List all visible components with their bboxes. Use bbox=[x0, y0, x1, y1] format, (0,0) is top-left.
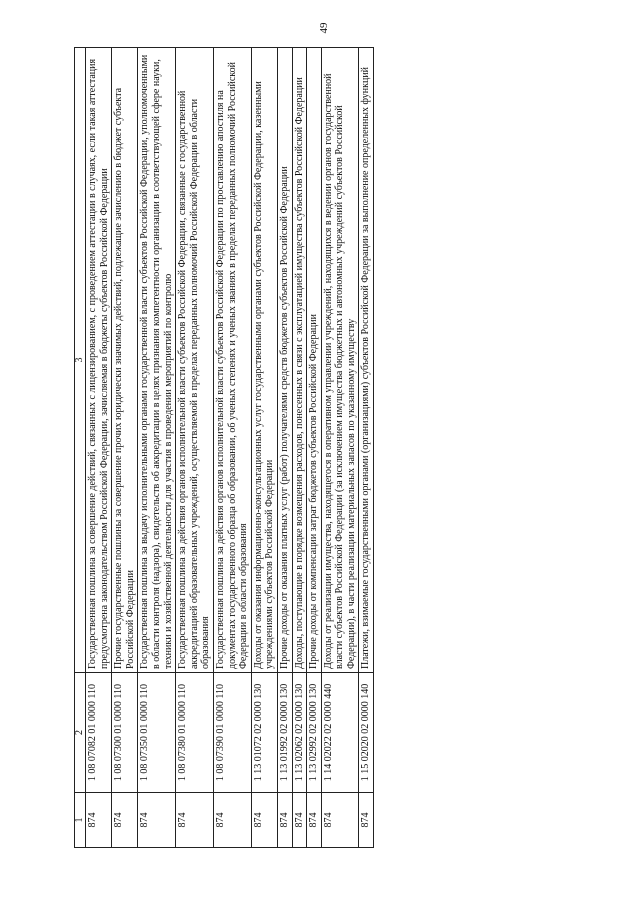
description-cell: Государственная пошлина за выдачу исполнительными органами государственной власти субъектов Российской Федерации, уполномоченными в области контроля (надзора), свидетельств об аккредитации в целях признания компетентности организации в соответствующей сфере науки, техники и хозяйственной деятельности для участия в проведении мероприятий по контролю bbox=[138, 48, 176, 673]
table-row bbox=[213, 48, 251, 848]
description-cell: Прочие доходы от компенсации затрат бюджетов субъектов Российской Федерации bbox=[307, 48, 322, 673]
description-cell: Государственная пошлина за действия органов исполнительной власти субъектов Российской Федерации, связанные с государственной аккредитацией образовательных учреждений, осуществляемой в пределах переданных полномочий Российской Федерации в области образования bbox=[176, 48, 214, 673]
budget-code-cell: 1 08 07380 01 0000 110 bbox=[176, 673, 214, 793]
table-row bbox=[112, 48, 138, 848]
revenue-codes-table bbox=[74, 47, 374, 848]
budget-code-cell: 1 13 01992 02 0000 130 bbox=[277, 673, 292, 793]
admin-code-cell: 874 bbox=[176, 793, 214, 848]
admin-code-cell: 874 bbox=[292, 793, 307, 848]
column-header-3: 3 bbox=[75, 48, 86, 673]
table-row bbox=[277, 48, 292, 848]
column-header-1: 1 bbox=[75, 793, 86, 848]
table-row bbox=[307, 48, 322, 848]
description-cell: Прочие государственные пошлины за совершение прочих юридически значимых действий, подлежащие зачислению в бюджет субъекта Российской Федерации bbox=[112, 48, 138, 673]
description-cell: Доходы от реализации имущества, находящегося в оперативном управлении учреждений, находящихся в ведении органов государственной власти субъектов Российской Федерации (за исключением имущества бюджетных и автономных учреждений субъектов Российской Федерации), в части реализации материальных запасов по указанному имуществу bbox=[321, 48, 359, 673]
admin-code-cell: 874 bbox=[307, 793, 322, 848]
budget-code-cell: 1 15 02020 02 0000 140 bbox=[359, 673, 374, 793]
budget-code-cell: 1 13 02992 02 0000 130 bbox=[307, 673, 322, 793]
table-row bbox=[176, 48, 214, 848]
table-header-row bbox=[75, 48, 86, 848]
table-row bbox=[321, 48, 359, 848]
table-row bbox=[138, 48, 176, 848]
page-number: 49 bbox=[318, 22, 330, 34]
budget-code-cell: 1 08 07082 01 0000 110 bbox=[86, 673, 112, 793]
budget-code-cell: 1 08 07300 01 0000 110 bbox=[112, 673, 138, 793]
description-cell: Государственная пошлина за действия органов исполнительной власти субъектов Российской Федерации по проставлению апостиля на документах государственного образца об образовании, об ученых степенях и ученых званиях в пределах переданных полномочий Российской Федерации в области образования bbox=[213, 48, 251, 673]
budget-code-cell: 1 08 07350 01 0000 110 bbox=[138, 673, 176, 793]
table-row bbox=[292, 48, 307, 848]
description-cell: Прочие доходы от оказания платных услуг (работ) получателями средств бюджетов субъектов Российской Федерации bbox=[277, 48, 292, 673]
table-row bbox=[359, 48, 374, 848]
budget-code-cell: 1 08 07390 01 0000 110 bbox=[213, 673, 251, 793]
admin-code-cell: 874 bbox=[213, 793, 251, 848]
description-cell: Государственная пошлина за совершение действий, связанных с лицензированием, с проведением аттестации в случаях, если такая аттестация предусмотрена законодательством Российской Федерации, зачисляемая в бюджеты субъектов Российской Федерации bbox=[86, 48, 112, 673]
table-body bbox=[86, 48, 374, 848]
admin-code-cell: 874 bbox=[359, 793, 374, 848]
admin-code-cell: 874 bbox=[138, 793, 176, 848]
admin-code-cell: 874 bbox=[86, 793, 112, 848]
budget-code-cell: 1 13 01072 02 0000 130 bbox=[251, 673, 277, 793]
rotated-table-container bbox=[74, 48, 374, 848]
admin-code-cell: 874 bbox=[251, 793, 277, 848]
admin-code-cell: 874 bbox=[321, 793, 359, 848]
description-cell: Доходы, поступающие в порядке возмещения расходов, понесенных в связи с эксплуатацией имущества субъектов Российской Федерации bbox=[292, 48, 307, 673]
table-row bbox=[251, 48, 277, 848]
budget-code-cell: 1 13 02062 02 0000 130 bbox=[292, 673, 307, 793]
budget-code-cell: 1 14 02022 02 0000 440 bbox=[321, 673, 359, 793]
column-header-2: 2 bbox=[75, 673, 86, 793]
table-row bbox=[86, 48, 112, 848]
description-cell: Доходы от оказания информационно-консультационных услуг государственными органами субъектов Российской Федерации, казенными учреждениями субъектов Российской Федерации bbox=[251, 48, 277, 673]
admin-code-cell: 874 bbox=[112, 793, 138, 848]
admin-code-cell: 874 bbox=[277, 793, 292, 848]
description-cell: Платежи, взимаемые государственными органами (организациями) субъектов Российской Федерации за выполнение определенных функций bbox=[359, 48, 374, 673]
